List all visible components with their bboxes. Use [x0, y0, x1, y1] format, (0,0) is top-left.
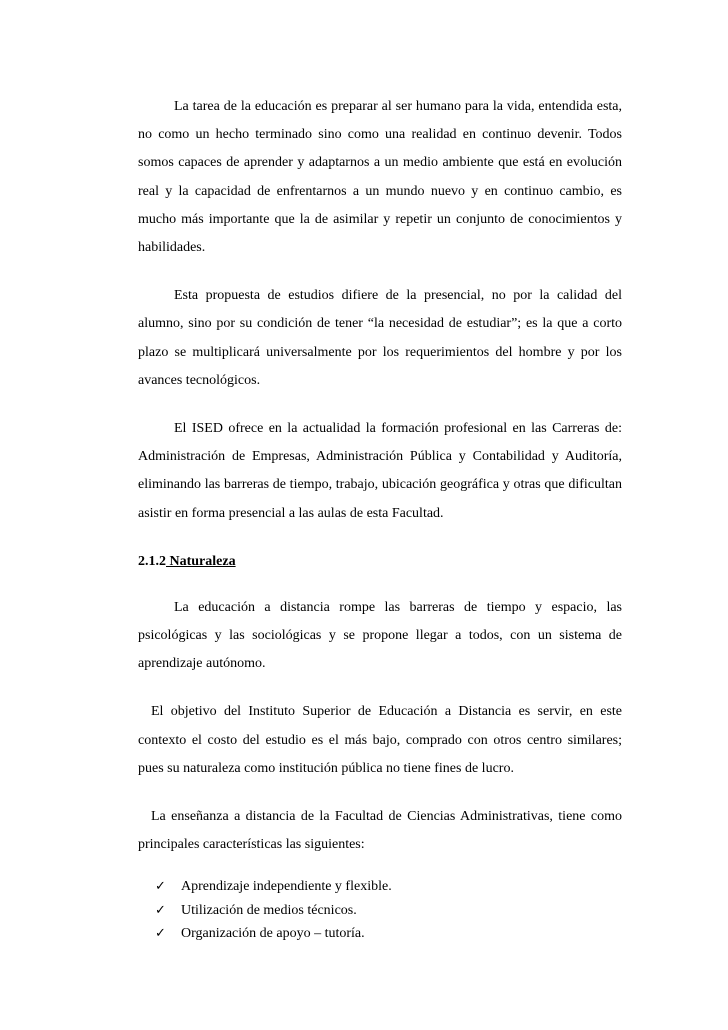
paragraph-distance-education: La educación a distancia rompe las barreras de tiempo y espacio, las psicológicas y las sociológicas y se propone llegar a todos, con un sistema de aprendizaje autónomo. [138, 599, 622, 672]
paragraph-characteristics-intro: La enseñanza a distancia de la Facultad de Ciencias Administrativas, tiene como principales características las siguientes: [138, 809, 622, 853]
list-item [155, 875, 622, 899]
list-item [155, 922, 622, 946]
checkmark-icon: ✓ [155, 879, 166, 895]
document-page [138, 93, 622, 946]
list-item-text: Aprendizaje independiente y flexible. [181, 879, 392, 895]
list-item [155, 899, 622, 923]
section-heading [138, 548, 622, 576]
section-number: 2.1.2 [138, 553, 166, 569]
paragraph-ised-offer: El ISED ofrece en la actualidad la formación profesional en las Carreras de: Administración de Empresas, Administración Pública y Contabilidad y Auditoría, eliminando las barreras de tiempo, trabajo, ubicación geográfica y otras que dificultan asistir en forma presencial a las aulas de esta Facultad. [138, 421, 622, 521]
checkmark-icon: ✓ [155, 926, 166, 942]
list-item-text: Organización de apoyo – tutoría. [181, 926, 365, 942]
checkmark-icon: ✓ [155, 902, 166, 918]
paragraph-study-proposal: Esta propuesta de estudios difiere de la presencial, no por la calidad del alumno, sino por su condición de tener “la necesidad de estudiar”; es la que a corto plazo se multiplicará universalmente por los requerimientos del hombre y por los avances tecnológicos. [138, 288, 622, 388]
list-item-text: Utilización de medios técnicos. [181, 902, 357, 918]
paragraph-institute-objective: El objetivo del Instituto Superior de Educación a Distancia es servir, en este contexto el costo del estudio es el más bajo, comprado con otros centro similares; pues su naturaleza como institución pública no tiene fines de lucro. [138, 704, 622, 776]
section-title: Naturaleza [166, 553, 236, 569]
characteristics-list [138, 875, 622, 946]
paragraph-education-task: La tarea de la educación es preparar al ser humano para la vida, entendida esta, no como un hecho terminado sino como una realidad en continuo devenir. Todos somos capaces de aprender y adaptarnos a un medio ambiente que está en evolución real y la capacidad de enfrentarnos a un mundo nuevo y en continuo cambio, es mucho más importante que la de asimilar y repetir un conjunto de conocimientos y habilidades. [138, 99, 622, 256]
